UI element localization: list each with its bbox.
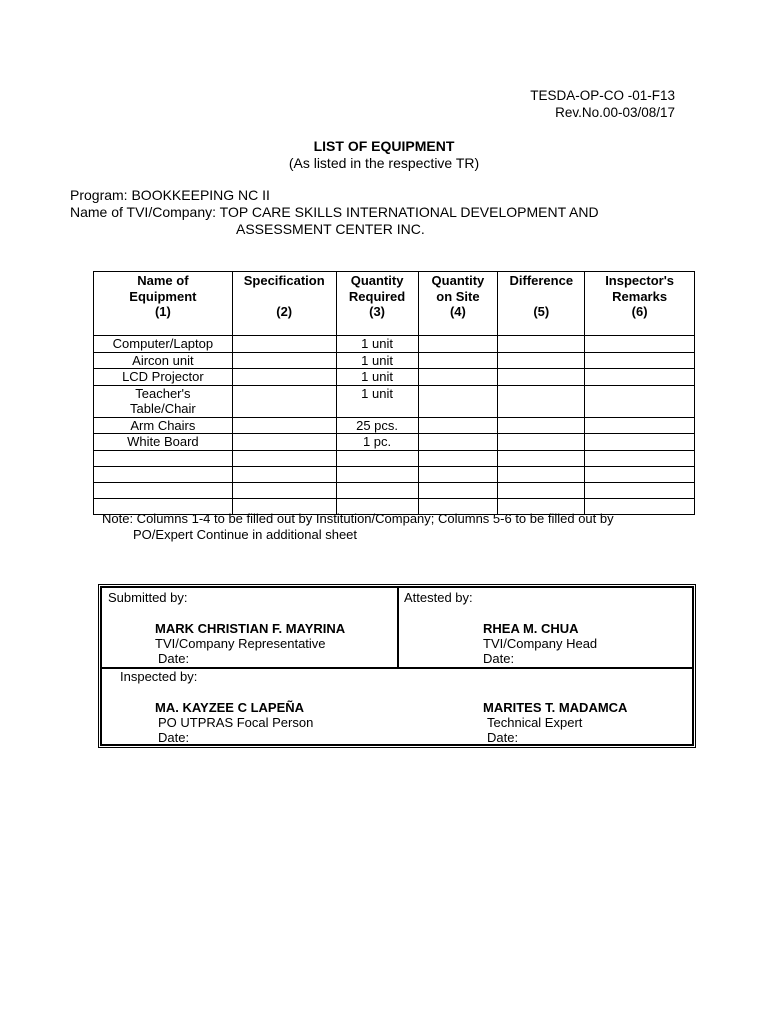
attested-by-name: RHEA M. CHUA (483, 621, 579, 636)
empty-cell[interactable] (232, 450, 336, 466)
quantity-on-site-cell[interactable] (418, 417, 498, 434)
quantity-required: 1 unit (336, 385, 418, 417)
specification-cell[interactable] (232, 417, 336, 434)
program-label: Program: (70, 187, 128, 203)
specification-cell[interactable] (232, 369, 336, 386)
header-text: Name of (137, 273, 189, 288)
document-code-block (530, 87, 675, 121)
header-text: Inspector's (605, 273, 675, 288)
empty-cell[interactable] (336, 466, 418, 482)
empty-cell[interactable] (94, 466, 233, 482)
empty-cell[interactable] (498, 482, 585, 498)
difference-cell[interactable] (498, 352, 585, 369)
quantity-on-site-cell[interactable] (418, 369, 498, 386)
header-text: Quantity (431, 273, 485, 288)
table-note (102, 511, 674, 543)
remarks-cell[interactable] (585, 385, 695, 417)
empty-cell[interactable] (232, 466, 336, 482)
remarks-cell[interactable] (585, 434, 695, 451)
equipment-name-line: Teacher's (135, 385, 191, 401)
inspected-by-label: Inspected by: (120, 669, 198, 684)
header-number: (2) (276, 304, 293, 319)
table-row (94, 336, 695, 353)
attested-by-role: TVI/Company Head (483, 636, 598, 651)
page-subtitle: (As listed in the respective TR) (288, 155, 480, 171)
equipment-table (93, 271, 695, 515)
empty-cell[interactable] (585, 466, 695, 482)
table-row (94, 385, 695, 417)
attested-by-date[interactable]: Date: (483, 651, 515, 666)
specification-cell[interactable] (232, 336, 336, 353)
table-row-empty (94, 450, 695, 466)
submitted-by-role: TVI/Company Representative (155, 636, 326, 651)
table-row-empty (94, 482, 695, 498)
remarks-cell[interactable] (585, 417, 695, 434)
col-header-quantity-required (336, 272, 418, 336)
inspector-1-name: MA. KAYZEE C LAPEÑA (155, 700, 305, 715)
header-text: Equipment (129, 288, 197, 304)
inspector-1-date[interactable]: Date: (158, 730, 190, 745)
empty-cell[interactable] (418, 450, 498, 466)
header-number: (3) (369, 304, 386, 319)
submitted-by-name: MARK CHRISTIAN F. MAYRINA (155, 621, 346, 636)
inspector-1-role: PO UTPRAS Focal Person (158, 715, 314, 730)
equipment-name: Computer/Laptop (94, 336, 233, 353)
program-value: BOOKKEEPING NC II (131, 187, 270, 203)
program-line (70, 187, 599, 204)
remarks-cell[interactable] (585, 352, 695, 369)
equipment-name: Aircon unit (94, 352, 233, 369)
col-header-specification (232, 272, 336, 336)
equipment-name: White Board (94, 434, 233, 451)
submitted-by-date[interactable]: Date: (158, 651, 190, 666)
empty-cell[interactable] (585, 482, 695, 498)
header-text: Remarks (612, 288, 668, 304)
table-row-empty (94, 466, 695, 482)
program-info (70, 187, 599, 238)
page-title: LIST OF EQUIPMENT (313, 138, 455, 154)
header-text: on Site (436, 288, 480, 304)
signature-box (100, 586, 694, 746)
table-header-row (94, 272, 695, 336)
col-header-equipment (94, 272, 233, 336)
specification-cell[interactable] (232, 385, 336, 417)
equipment-name: LCD Projector (94, 369, 233, 386)
table-row (94, 369, 695, 386)
quantity-required: 25 pcs. (336, 417, 418, 434)
quantity-on-site-cell[interactable] (418, 385, 498, 417)
col-header-inspector-remarks (585, 272, 695, 336)
empty-cell[interactable] (336, 482, 418, 498)
empty-cell[interactable] (418, 482, 498, 498)
header-number: (1) (154, 304, 171, 319)
specification-cell[interactable] (232, 434, 336, 451)
empty-cell[interactable] (94, 482, 233, 498)
empty-cell[interactable] (498, 450, 585, 466)
remarks-cell[interactable] (585, 336, 695, 353)
quantity-required: 1 pc. (336, 434, 418, 451)
difference-cell[interactable] (498, 336, 585, 353)
header-text: Difference (509, 273, 574, 288)
inspector-2-role: Technical Expert (487, 715, 583, 730)
title-block (0, 138, 768, 172)
specification-cell[interactable] (232, 352, 336, 369)
col-header-difference (498, 272, 585, 336)
header-text: Required (348, 288, 406, 304)
header-text: Quantity (350, 273, 404, 288)
empty-cell[interactable] (232, 482, 336, 498)
company-label: Name of TVI/Company: (70, 204, 217, 220)
header-number: (6) (631, 304, 648, 319)
empty-cell[interactable] (94, 450, 233, 466)
note-line: PO/Expert Continue in additional sheet (133, 527, 358, 542)
quantity-on-site-cell[interactable] (418, 336, 498, 353)
table-row (94, 434, 695, 451)
empty-cell[interactable] (585, 450, 695, 466)
company-value: TOP CARE SKILLS INTERNATIONAL DEVELOPMENT AND (219, 204, 599, 220)
quantity-on-site-cell[interactable] (418, 352, 498, 369)
header-number: (5) (533, 304, 550, 319)
difference-cell[interactable] (498, 434, 585, 451)
equipment-name: Arm Chairs (94, 417, 233, 434)
empty-cell[interactable] (336, 450, 418, 466)
col-header-quantity-on-site (418, 272, 498, 336)
document-code: TESDA-OP-CO -01-F13 (530, 88, 675, 103)
header-spacer (500, 289, 582, 305)
empty-cell[interactable] (498, 466, 585, 482)
remarks-cell[interactable] (585, 369, 695, 386)
difference-cell[interactable] (498, 369, 585, 386)
quantity-on-site-cell[interactable] (418, 434, 498, 451)
table-row (94, 417, 695, 434)
equipment-name-line: Table/Chair (130, 401, 196, 416)
revision-number: Rev.No.00-03/08/17 (555, 105, 675, 120)
company-line (70, 204, 599, 221)
difference-cell[interactable] (498, 385, 585, 417)
header-spacer (235, 289, 334, 305)
quantity-required: 1 unit (336, 369, 418, 386)
inspector-2-name: MARITES T. MADAMCA (483, 700, 628, 715)
empty-cell[interactable] (418, 466, 498, 482)
quantity-required: 1 unit (336, 336, 418, 353)
header-number: (4) (449, 304, 466, 319)
note-line: Note: Columns 1-4 to be filled out by Institution/Company; Columns 5-6 to be filled out by (102, 511, 614, 526)
company-value-continued: ASSESSMENT CENTER INC. (236, 221, 425, 237)
quantity-required: 1 unit (336, 352, 418, 369)
equipment-name (94, 385, 233, 417)
attested-by-label: Attested by: (404, 590, 473, 605)
submitted-by-label: Submitted by: (108, 590, 188, 605)
signature-divider (397, 588, 399, 667)
table-row (94, 352, 695, 369)
inspector-2-date[interactable]: Date: (487, 730, 519, 745)
header-text: Specification (243, 273, 325, 288)
difference-cell[interactable] (498, 417, 585, 434)
